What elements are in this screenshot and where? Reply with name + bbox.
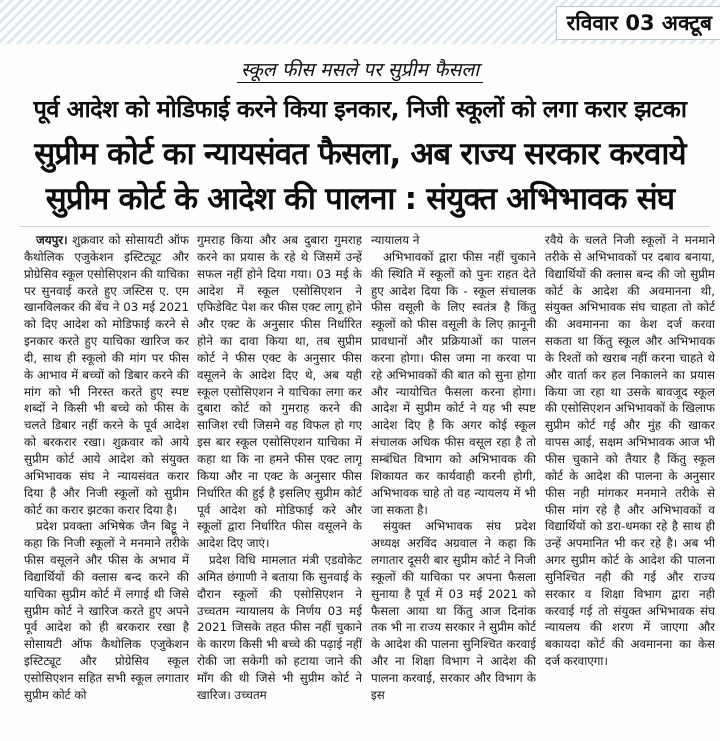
paragraph: प्रदेश विधि मामलात मंत्री एडवोकेट अमित छंगाणी ने बताया कि सुनवाई के दौरान स्कूलों की एसोसिएशन ने उच्चतम न्यायालय के निर्णय 03 मई 2021 जिसके तहत फीस नहीं चुकाने के कारण किसी भी बच्चे की पढ़ाई नहीं रोकी जा सकेगी को हटाया जाने की माँग की थी जिसे भी सुप्रीम कोर्ट ने खारिज। उच्चतम: [197, 553, 362, 702]
paragraph: न्यायालय ने: [371, 233, 420, 247]
article-column-4: [545, 232, 715, 741]
issue-date: रविवार 03 अक्टूब: [556, 6, 720, 40]
paragraph: [24, 232, 189, 518]
dateline: जयपुर।: [36, 233, 68, 247]
headline-main-line-1: सुप्रीम कोर्ट का न्यायसंवत फैसला, अब राज्य सरकार करवाये: [34, 136, 686, 172]
paragraph: प्रदेश प्रवक्ता अभिषेक जैन बिट्टू ने कहा कि निजी स्कूलों ने मनमाने तरीके फीस वसूलने और फीस के अभाव में विद्यार्थियों की क्लास बन्द करने की याचिका सुप्रीम कोर्ट में लगाई थी जिसे सुप्रीम कोर्ट ने खारिज करते हुए अपने पूर्व आदेश को ही बरकरार रखा है सोसायटी ऑफ कैथोलिक एजुकेशन इस्टिट्यूट और प्रोग्रेसिव स्कूल एसोसिएशन सहित सभी स्कूल लगातार सुप्रीम कोर्ट को: [24, 519, 189, 702]
article-column-3: [371, 232, 536, 741]
article-kicker: स्कूल फीस मसले पर सुप्रीम फैसला: [237, 58, 483, 83]
paragraph: अभिभावकों द्वारा फीस नहीं चुकाने की स्थिति में स्कूलों को पुनः राहत देते हुए आदेश दिया कि - स्कूल संचालक फीस वसूली के लिए स्वतंत्र है किंतु स्कूलों को फीस वसूली के लिए क़ानूनी प्रावधानों और प्रक्रियाओं का पालन करना होगा। फीस जमा ना करवा पा रहे अभिभावकों की बात को सुना होगा और न्यायोचित फैसला करना होगा। आदेश में सुप्रीम कोर्ट ने यह भी स्पष्ट आदेश दिए है कि अगर कोई स्कूल संचालक अधिक फीस वसूल रहा है तो सम्बंधित विभाग को अभिभावक की शिकायत कर कार्यवाही करनी होगी, अभिभावक चाहे तो वह न्यायलय में भी जा सकता है।: [371, 249, 536, 517]
paragraph-text: शुक्रवार को सोसायटी ऑफ कैथोलिक एजुकेशन इस्टिट्यूट और प्रोग्रेसिव स्कूल एसोसिएशन की याचिका पर सुनवाई करते हुए जस्टिस ए. एम खानविलकर की बेंच ने 03 मई 2021 को दिए आदेश को मोडिफाई करने से इनकार करते हुए याचिका खारिज कर दी, साथ ही स्कूलो की मांग पर फीस के आभाव में बच्चों को डिबार करने की मांग को भी निरस्त करते हुए स्पष्ट शब्दों ने किसी भी बच्चे को फीस के चलते डिबार नहीं करने के पूर्व आदेश को बरकरार रखा। शुक्रवार को आये सुप्रीम कोर्ट आये आदेश को संयुक्त अभिभावक संघ ने न्यायसंवत करार दिया है और निजी स्कूलों को सुप्रीम कोर्ट का करार झटका करार दिया है।: [24, 233, 189, 517]
kicker-container: [0, 58, 720, 83]
article-column-1: [24, 232, 189, 741]
article-column-2: [197, 232, 362, 741]
paragraph: रवैये के चलते निजी स्कूलों ने मनमाने तरीके से अभिभावकों पर दबाव बनाया, विद्यार्थियों की क्लास बन्द की जो सुप्रीम कोर्ट के आदेश की अवमानना थी, संयुक्त अभिभावक संघ चाहता तो कोर्ट की अवमानना का केश दर्ज करवा सकता था किंतु स्कूल और अभिभावक के रिश्तों को खराब नहीं करना चाहते थे और वार्ता कर हल निकालने का प्रयास किया जा रहा था उसके बावजूद स्कूल की एसोसिएशन अभिभावकों के खिलाफ सुप्रीम कोर्ट गई और मुंह की खाकर वापस आई, सक्षम अभिभावक आज भी फीस चुकाने को तैयार है किंतु स्कूल कोर्ट के आदेश की पालना के अनुसार फीस नही मांगकर मनमाने तरीके से फीस मांग रहे है और अभिभावकों व विद्यार्थियों को डरा-धमका रहे है साथ ही उन्हें अपमानित भी कर रहे है। अब भी अगर सुप्रीम कोर्ट के आदेश की पालना सुनिश्चित नही की गई और राज्य सरकार व शिक्षा विभाग द्वारा नही करवाई गई तो संयुक्त अभिभावक संघ न्यायलय की शरण में जाएगा और बकायदा कोर्ट की अवमानना का केस दर्ज करवाएगा।: [545, 233, 715, 669]
top-banner: [0, 0, 720, 44]
headline-main-line-2: सुप्रीम कोर्ट के आदेश की पालना : संयुक्त अभिभावक संघ: [45, 181, 675, 217]
divider: [20, 226, 710, 227]
paragraph: संयुक्त अभिभावक संघ प्रदेश अध्यक्ष अरविंद अग्रवाल ने कहा कि लगातार दूसरी बार सुप्रीम कोर्ट ने निजी स्कूलों की याचिका पर अपना फैसला सुनाया है पूर्व में 03 मई 2021 को फैसला आया था किंतु आज दिनांक तक भी ना राज्य सरकार ने सुप्रीम कोर्ट के आदेश की पालना सुनिश्चित करवाई और ना शिक्षा विभाग ने आदेश की पालना करवाई, सरकार और विभाग के इस: [371, 519, 536, 702]
paragraph: गुमराह किया और अब दुबारा गुमराह करने का प्रयास के रहे थे जिसमें उन्हें सफल नहीं होने दिया गया। 03 मई के आदेश में स्कूल एसोसिएशन ने एफिडेविट पेश कर फीस एक्ट लागू होने और एक्ट के अनुसार फीस निर्धारित होने का दावा किया था, तब सुप्रीम कोर्ट ने फीस एक्ट के अनुसार फीस वसूलने के आदेश दिए थे, अब यही स्कूल एसोसिएशन ने याचिका लगा कर दुबारा कोर्ट को गुमराह करने की साजिश रची जिसमे वह विफल हो गए इस बार स्कूल एसोसिएशन याचिका में कहा था कि ना हमने फीस एक्ट लागू किया और ना एक्ट के अनुसार फीस निर्धारित की हुई है इसलिए सुप्रीम कोर्ट पूर्व आदेश को मोडिफाई करे और स्कूलों द्वारा निर्धारित फीस वसूलने के आदेश दिए जाएं।: [197, 233, 362, 551]
headline-top: पूर्व आदेश को मोडिफाई करने किया इनकार, निजी स्कूलों को लगा करार झटका: [33, 95, 687, 123]
